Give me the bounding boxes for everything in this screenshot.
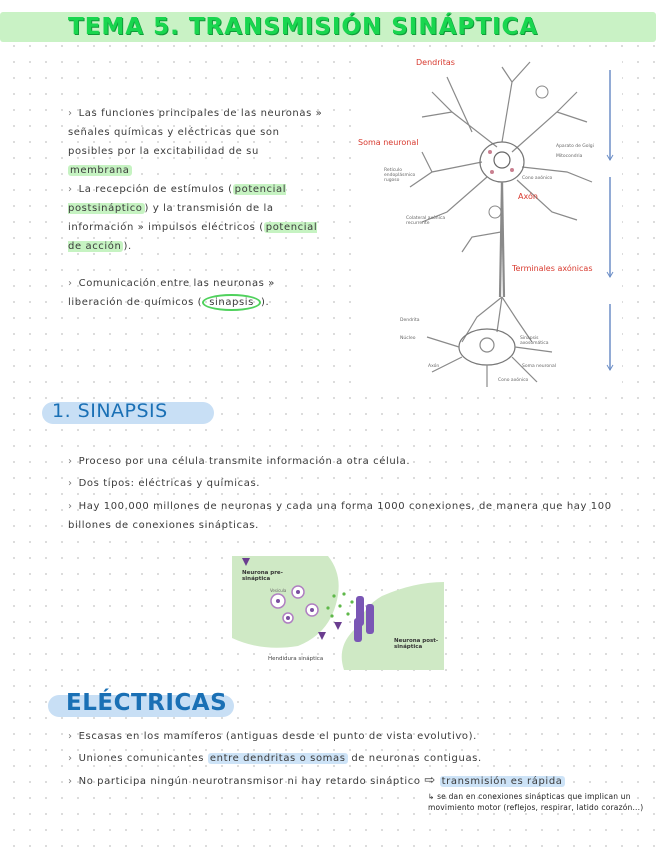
electricas-bullet-1: › Escasas en los mamíferos (antiguas desde el punto de vista evolutivo). — [68, 731, 477, 742]
intro-paragraph-3 — [68, 274, 326, 312]
electricas-b3-highlight: transmisión es rápida — [441, 776, 563, 787]
electricas-bullet-3: › No participa ningún neurotransmisor ni hay retardo sináptico ⇨ transmisión es rápida — [68, 773, 563, 788]
page-title: TEMA 5. TRANSMISIÓN SINÁPTICA — [68, 14, 539, 40]
bullet-icon: › — [68, 184, 73, 195]
label-reticulo: Retículo endoplásmico rugoso — [384, 168, 416, 183]
intro-p2-highlight-2: potencial de acción — [68, 222, 318, 252]
intro-p1-text: Las funciones principales de las neuronas » señales químicas y eléctricas que son posibles por la excitabilidad de su — [68, 108, 323, 157]
bullet-icon: › — [68, 776, 73, 787]
label-axon: Axón — [518, 192, 538, 201]
intro-p2-text-a: La recepción de estímulos ( — [78, 184, 233, 195]
label-cono-2: Cono axónico — [498, 378, 529, 383]
sinapsis-bullet-1: › Proceso por una célula transmite información a otra célula. — [68, 456, 411, 467]
right-arrow-icon: ⇨ — [424, 773, 436, 788]
label-sinapsis-axosomatica: Sinapsis axosomática — [520, 336, 549, 346]
intro-p1-highlight: membrana — [70, 165, 130, 176]
neuron-figure — [352, 52, 622, 390]
bullet-icon: › — [68, 108, 73, 119]
label-dendrita-2: Dendrita — [400, 318, 420, 323]
intro-paragraph-1 — [68, 104, 326, 180]
intro-p2-text-c: ). — [123, 241, 132, 252]
intro-p3-circled: sinapsis — [202, 294, 261, 311]
bullet-icon: › — [68, 753, 73, 764]
label-colateral: Colateral axónica recurrente — [406, 216, 446, 226]
electricas-sub-note: ↳ se dan en conexiones sinápticas que implican un movimiento motor (reflejos, respirar, latido corazón...) — [428, 792, 644, 812]
label-pre-sinaptica: Neurona pre-sináptica — [242, 570, 283, 582]
label-soma: Soma neuronal — [358, 138, 419, 147]
label-mito: Mitocondria — [556, 154, 583, 159]
label-golgi: Aparato de Golgi — [556, 144, 594, 149]
bullet-icon: › — [68, 478, 73, 489]
intro-p2-text-b: ) y la transmisión de la información » impulsos eléctricos ( — [68, 203, 274, 233]
intro-paragraph-2 — [68, 180, 330, 256]
label-axon-2: Axón — [428, 364, 440, 369]
sinapsis-bullet-2: › Dos tipos: eléctricas y químicas. — [68, 478, 261, 489]
intro-p3-text-b: ). — [261, 297, 270, 308]
sinapsis-bullet-3: › Hay 100.000 millones de neuronas y cada una forma 1000 conexiones, de manera que hay 100 billones de conexiones sinápticas. — [68, 501, 612, 531]
label-terminales: Terminales axónicas — [512, 264, 593, 273]
label-cono: Cono axónico — [522, 176, 553, 181]
label-dendritas: Dendritas — [416, 58, 455, 67]
bullet-icon: › — [68, 456, 73, 467]
neuron-drawing — [352, 52, 622, 390]
label-soma-2: Soma neuronal — [522, 364, 557, 369]
intro-p2-highlight-1: potencial postsináptico — [68, 184, 287, 214]
synapse-figure — [232, 556, 444, 672]
label-vesicula: Vesícula — [270, 588, 287, 593]
bullet-icon: › — [68, 731, 73, 742]
bullet-icon: › — [68, 501, 73, 512]
label-nucleo: Núcleo — [400, 336, 416, 341]
electricas-b2-highlight: entre dendritas o somas — [209, 753, 346, 764]
label-post-sinaptica: Neurona post-sináptica — [394, 638, 439, 650]
electricas-heading: ELÉCTRICAS — [66, 690, 227, 716]
label-hendidura: Hendidura sináptica — [268, 656, 324, 662]
intro-p3-text-a: Comunicación entre las neuronas » liberación de químicos ( — [68, 278, 275, 308]
bullet-icon: › — [68, 278, 73, 289]
sub-arrow-icon: ↳ — [428, 792, 435, 801]
electricas-bullet-2: › Uniones comunicantes entre dendritas o somas de neuronas contiguas. — [68, 753, 482, 764]
sinapsis-heading: 1. SINAPSIS — [52, 400, 168, 422]
